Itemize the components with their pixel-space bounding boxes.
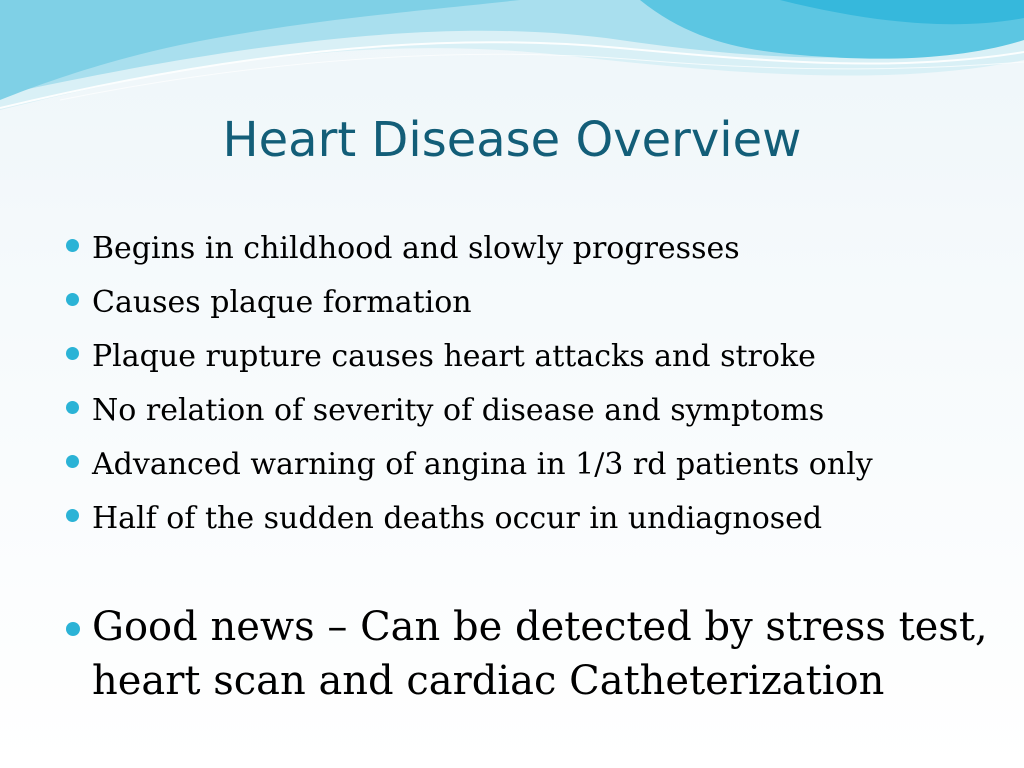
bullet-text: No relation of severity of disease and symptoms — [92, 393, 825, 428]
bullet-dot-icon — [66, 401, 79, 414]
header-wave-decoration — [0, 0, 1024, 130]
bullet-list — [64, 222, 964, 546]
highlight-bullet-text: Good news – Can be detected by stress test, heart scan and cardiac Catheterization — [92, 604, 988, 704]
bullet-item — [64, 222, 964, 276]
bullet-text: Advanced warning of angina in 1/3 rd patients only — [92, 447, 873, 482]
bullet-item — [64, 438, 964, 492]
bullet-item — [64, 276, 964, 330]
bullet-dot-icon — [66, 239, 79, 252]
bullet-text: Plaque rupture causes heart attacks and stroke — [92, 339, 816, 374]
bullet-dot-icon — [66, 293, 79, 306]
bullet-text: Half of the sudden deaths occur in undiagnosed — [92, 501, 823, 536]
bullet-dot-icon — [66, 347, 79, 360]
bullet-item — [64, 330, 964, 384]
bullet-item — [64, 384, 964, 438]
bullet-text: Begins in childhood and slowly progresses — [92, 231, 740, 266]
highlight-bullet — [64, 600, 1012, 708]
bullet-text: Causes plaque formation — [92, 285, 472, 320]
slide-title: Heart Disease Overview — [222, 112, 802, 168]
bullet-dot-icon — [66, 622, 80, 636]
bullet-dot-icon — [66, 455, 79, 468]
bullet-dot-icon — [66, 509, 79, 522]
bullet-item — [64, 492, 964, 546]
